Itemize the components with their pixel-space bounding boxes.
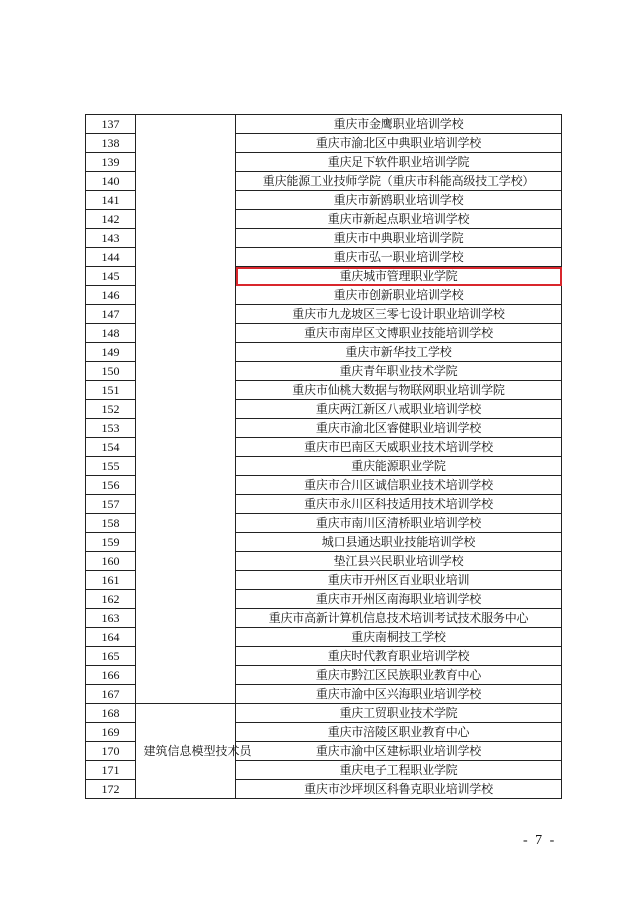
institution-name-highlighted: 重庆城市管理职业学院	[236, 267, 562, 286]
table-row	[86, 115, 562, 134]
institution-name: 重庆青年职业技术学院	[236, 362, 562, 381]
table-row	[86, 704, 562, 723]
institution-name: 重庆市涪陵区职业教育中心	[236, 723, 562, 742]
institution-name: 重庆能源职业学院	[236, 457, 562, 476]
row-number: 160	[86, 552, 136, 571]
institution-name: 重庆市永川区科技适用技术培训学校	[236, 495, 562, 514]
row-number: 150	[86, 362, 136, 381]
row-number: 148	[86, 324, 136, 343]
row-number: 138	[86, 134, 136, 153]
row-number: 158	[86, 514, 136, 533]
institution-name: 重庆市合川区诚信职业技术培训学校	[236, 476, 562, 495]
institution-name: 垫江县兴民职业培训学校	[236, 552, 562, 571]
institution-name: 重庆市九龙坡区三零七设计职业培训学校	[236, 305, 562, 324]
institution-name: 重庆电子工程职业学院	[236, 761, 562, 780]
institution-name: 重庆市弘一职业培训学校	[236, 248, 562, 267]
institution-name: 重庆市创新职业培训学校	[236, 286, 562, 305]
row-number: 137	[86, 115, 136, 134]
row-number: 164	[86, 628, 136, 647]
institution-name: 重庆市黔江区民族职业教育中心	[236, 666, 562, 685]
row-number: 147	[86, 305, 136, 324]
institution-name: 重庆市新起点职业培训学校	[236, 210, 562, 229]
institution-name: 重庆市新鸥职业培训学校	[236, 191, 562, 210]
occupation-category: 建筑信息模型技术员	[143, 743, 252, 758]
institution-name: 重庆南桐技工学校	[236, 628, 562, 647]
institution-name: 城口县通达职业技能培训学校	[236, 533, 562, 552]
institution-name: 重庆市渝北区中典职业培训学校	[236, 134, 562, 153]
row-number: 151	[86, 381, 136, 400]
row-number: 168	[86, 704, 136, 723]
row-number: 139	[86, 153, 136, 172]
row-number: 146	[86, 286, 136, 305]
row-number: 167	[86, 685, 136, 704]
row-number: 163	[86, 609, 136, 628]
row-number: 153	[86, 419, 136, 438]
row-number: 169	[86, 723, 136, 742]
row-number: 143	[86, 229, 136, 248]
row-number: 142	[86, 210, 136, 229]
institution-name: 重庆市渝北区睿健职业培训学校	[236, 419, 562, 438]
row-number: 165	[86, 647, 136, 666]
row-number: 159	[86, 533, 136, 552]
institution-name: 重庆市巴南区天威职业技术培训学校	[236, 438, 562, 457]
institution-name: 重庆市仙桃大数据与物联网职业培训学院	[236, 381, 562, 400]
institution-name: 重庆市中典职业培训学院	[236, 229, 562, 248]
occupation-category-cell	[136, 704, 252, 799]
row-number: 144	[86, 248, 136, 267]
table-body	[86, 115, 562, 799]
institution-name: 重庆能源工业技师学院（重庆市科能高级技工学校）	[236, 172, 562, 191]
row-number: 154	[86, 438, 136, 457]
row-number: 170	[86, 742, 136, 761]
row-number: 172	[86, 780, 136, 799]
row-number: 141	[86, 191, 136, 210]
row-number: 157	[86, 495, 136, 514]
institution-name: 重庆市渝中区兴海职业培训学校	[236, 685, 562, 704]
institution-name: 重庆市开州区南海职业培训学校	[236, 590, 562, 609]
training-institution-table	[85, 114, 562, 799]
row-number: 149	[86, 343, 136, 362]
row-number: 145	[86, 267, 136, 286]
row-number: 140	[86, 172, 136, 191]
institution-name: 重庆市渝中区建标职业培训学校	[236, 742, 562, 761]
institution-name: 重庆市沙坪坝区科鲁克职业培训学校	[236, 780, 562, 799]
institution-name: 重庆市南岸区文博职业技能培训学校	[236, 324, 562, 343]
institution-name: 重庆时代教育职业培训学校	[236, 647, 562, 666]
institution-name: 重庆市新华技工学校	[236, 343, 562, 362]
institution-name: 重庆市南川区清桥职业培训学校	[236, 514, 562, 533]
institution-name: 重庆两江新区八戒职业培训学校	[236, 400, 562, 419]
occupation-category-cell	[136, 115, 236, 704]
institution-name: 重庆市高新计算机信息技术培训考试技术服务中心	[236, 609, 562, 628]
row-number: 162	[86, 590, 136, 609]
page-number: - 7 -	[523, 833, 557, 848]
institution-name: 重庆市开州区百业职业培训	[236, 571, 562, 590]
row-number: 155	[86, 457, 136, 476]
institution-name: 重庆工贸职业技术学院	[236, 704, 562, 723]
institution-name: 重庆市金鹰职业培训学校	[236, 115, 562, 134]
row-number: 161	[86, 571, 136, 590]
row-number: 156	[86, 476, 136, 495]
institution-name: 重庆足下软件职业培训学院	[236, 153, 562, 172]
row-number: 166	[86, 666, 136, 685]
row-number: 171	[86, 761, 136, 780]
row-number: 152	[86, 400, 136, 419]
